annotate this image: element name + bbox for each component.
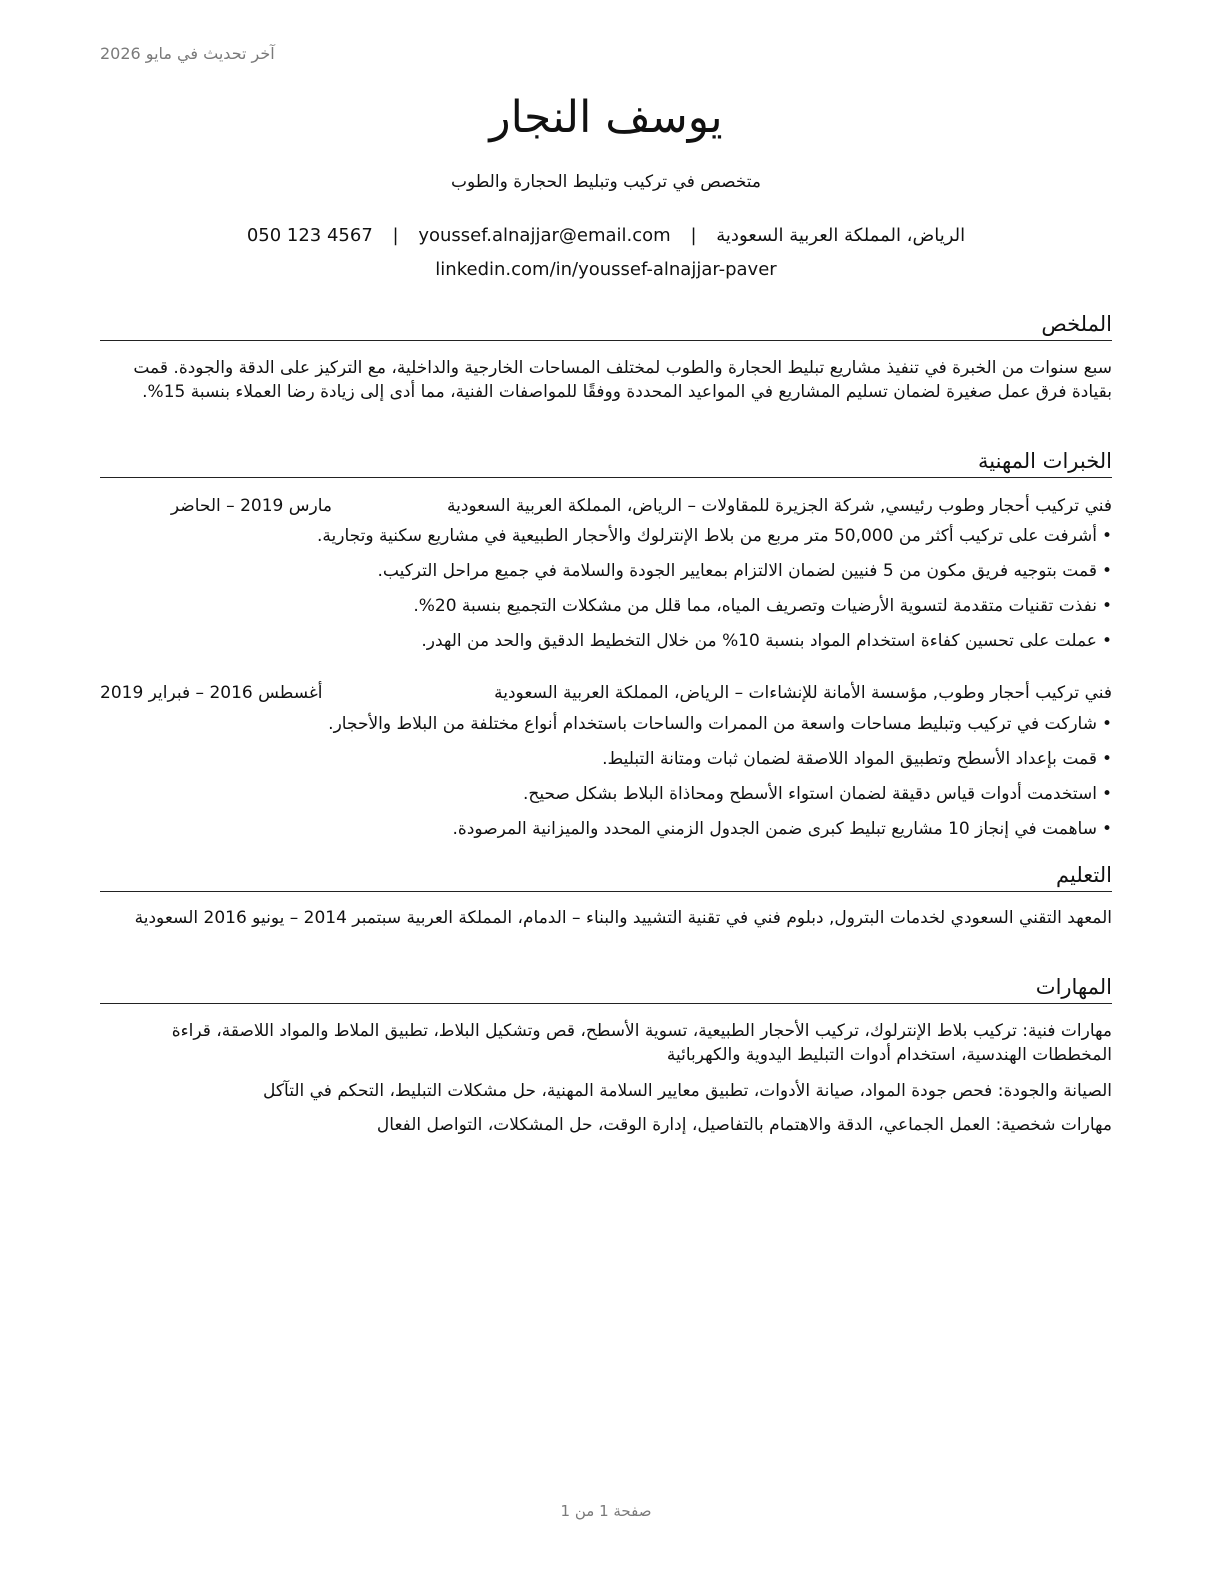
list-item: •شاركت في تركيب وتبليط مساحات واسعة من الممرات والساحات باستخدام أنواع مختلفة من البلاط والأحجار. bbox=[328, 714, 1112, 734]
education-heading: التعليم bbox=[100, 860, 1112, 892]
last-updated-note: آخر تحديث في مايو 2026 bbox=[100, 44, 275, 63]
skills-quality: الصيانة والجودة: فحص جودة المواد، صيانة الأدوات، تطبيق معايير السلامة المهنية، حل مشكلات التبليط، التحكم في التآكل bbox=[263, 1081, 1112, 1101]
job-dates: مارس 2019 – الحاضر bbox=[170, 496, 332, 516]
job-dates: أغسطس 2016 – فبراير 2019 bbox=[100, 683, 323, 703]
education-text: المعهد التقني السعودي لخدمات البترول, دبلوم فني في تقنية التشييد والبناء – الدمام، المملكة العربية سبتمبر 2014 – يونيو 2016 السعودية bbox=[134, 908, 1112, 928]
skills-personal: مهارات شخصية: العمل الجماعي، الدقة والاهتمام بالتفاصيل، إدارة الوقت، حل المشكلات، التواصل الفعال bbox=[376, 1115, 1112, 1135]
job-role-line: فني تركيب أحجار وطوب, مؤسسة الأمانة للإنشاءات – الرياض، المملكة العربية السعودية bbox=[494, 683, 1112, 703]
job-header bbox=[100, 681, 1112, 705]
candidate-name: يوسف النجار bbox=[489, 92, 723, 143]
experience-heading: الخبرات المهنية bbox=[100, 446, 1112, 478]
email-link[interactable]: youssef.alnajjar@email.com bbox=[418, 225, 671, 246]
phone-number: 050 123 4567 bbox=[246, 225, 373, 246]
summary-text: سبع سنوات من الخبرة في تنفيذ مشاريع تبليط الحجارة والطوب لمختلف المساحات الخارجية والداخلية، مع التركيز على الدقة والجودة. قمت بقيادة فرق عمل صغيرة لضمان تسليم المشاريع في المواعيد المحددة ووفقًا للمواصفات الفنية، مما أدى إلى زيادة رضا العملاء بنسبة 15%. bbox=[133, 358, 1112, 402]
contact-line bbox=[100, 221, 1112, 251]
job-role-line: فني تركيب أحجار وطوب رئيسي, شركة الجزيرة للمقاولات – الرياض، المملكة العربية السعودية bbox=[446, 496, 1112, 516]
list-item: •استخدمت أدوات قياس دقيقة لضمان استواء الأسطح ومحاذاة البلاط بشكل صحيح. bbox=[522, 784, 1112, 804]
list-item: •عملت على تحسين كفاءة استخدام المواد بنسبة 10% من خلال التخطيط الدقيق والحد من الهدر. bbox=[421, 631, 1112, 651]
job-header bbox=[100, 494, 1112, 518]
location-text: الرياض، المملكة العربية السعودية bbox=[716, 225, 966, 246]
job-bullets bbox=[100, 712, 1112, 852]
list-item: •قمت بإعداد الأسطح وتطبيق المواد اللاصقة لضمان ثبات ومتانة التبليط. bbox=[602, 749, 1112, 769]
list-item: •نفذت تقنيات متقدمة لتسوية الأرضيات وتصريف المياه، مما قلل من مشكلات التجميع بنسبة 20%. bbox=[413, 596, 1112, 616]
job-bullets bbox=[100, 524, 1112, 664]
skills-technical: مهارات فنية: تركيب بلاط الإنترلوك، تركيب الأحجار الطبيعية، تسوية الأسطح، قص وتشكيل البلاط، تطبيق الملاط والمواد اللاصقة، قراءة المخططات الهندسية، استخدام أدوات التبليط اليدوية والكهربائية bbox=[171, 1021, 1112, 1065]
linkedin-link[interactable]: linkedin.com/in/youssef-alnajjar-paver bbox=[435, 259, 777, 280]
list-item: •ساهمت في إنجاز 10 مشاريع تبليط كبرى ضمن الجدول الزمني المحدد والميزانية المرصودة. bbox=[452, 819, 1112, 839]
contact-separator: | bbox=[690, 225, 697, 246]
resume-page bbox=[100, 0, 1112, 1584]
list-item: •أشرفت على تركيب أكثر من 50,000 متر مربع من بلاط الإنترلوك والأحجار الطبيعية في مشاريع سكنية وتجارية. bbox=[317, 526, 1112, 546]
skills-heading: المهارات bbox=[100, 972, 1112, 1004]
list-item: •قمت بتوجيه فريق مكون من 5 فنيين لضمان الالتزام بمعايير الجودة والسلامة في جميع مراحل التركيب. bbox=[377, 561, 1112, 581]
contact-separator: | bbox=[392, 225, 399, 246]
page-number: صفحة 1 من 1 bbox=[560, 1502, 652, 1520]
candidate-title: متخصص في تركيب وتبليط الحجارة والطوب bbox=[450, 172, 762, 192]
summary-heading: الملخص bbox=[100, 309, 1112, 341]
